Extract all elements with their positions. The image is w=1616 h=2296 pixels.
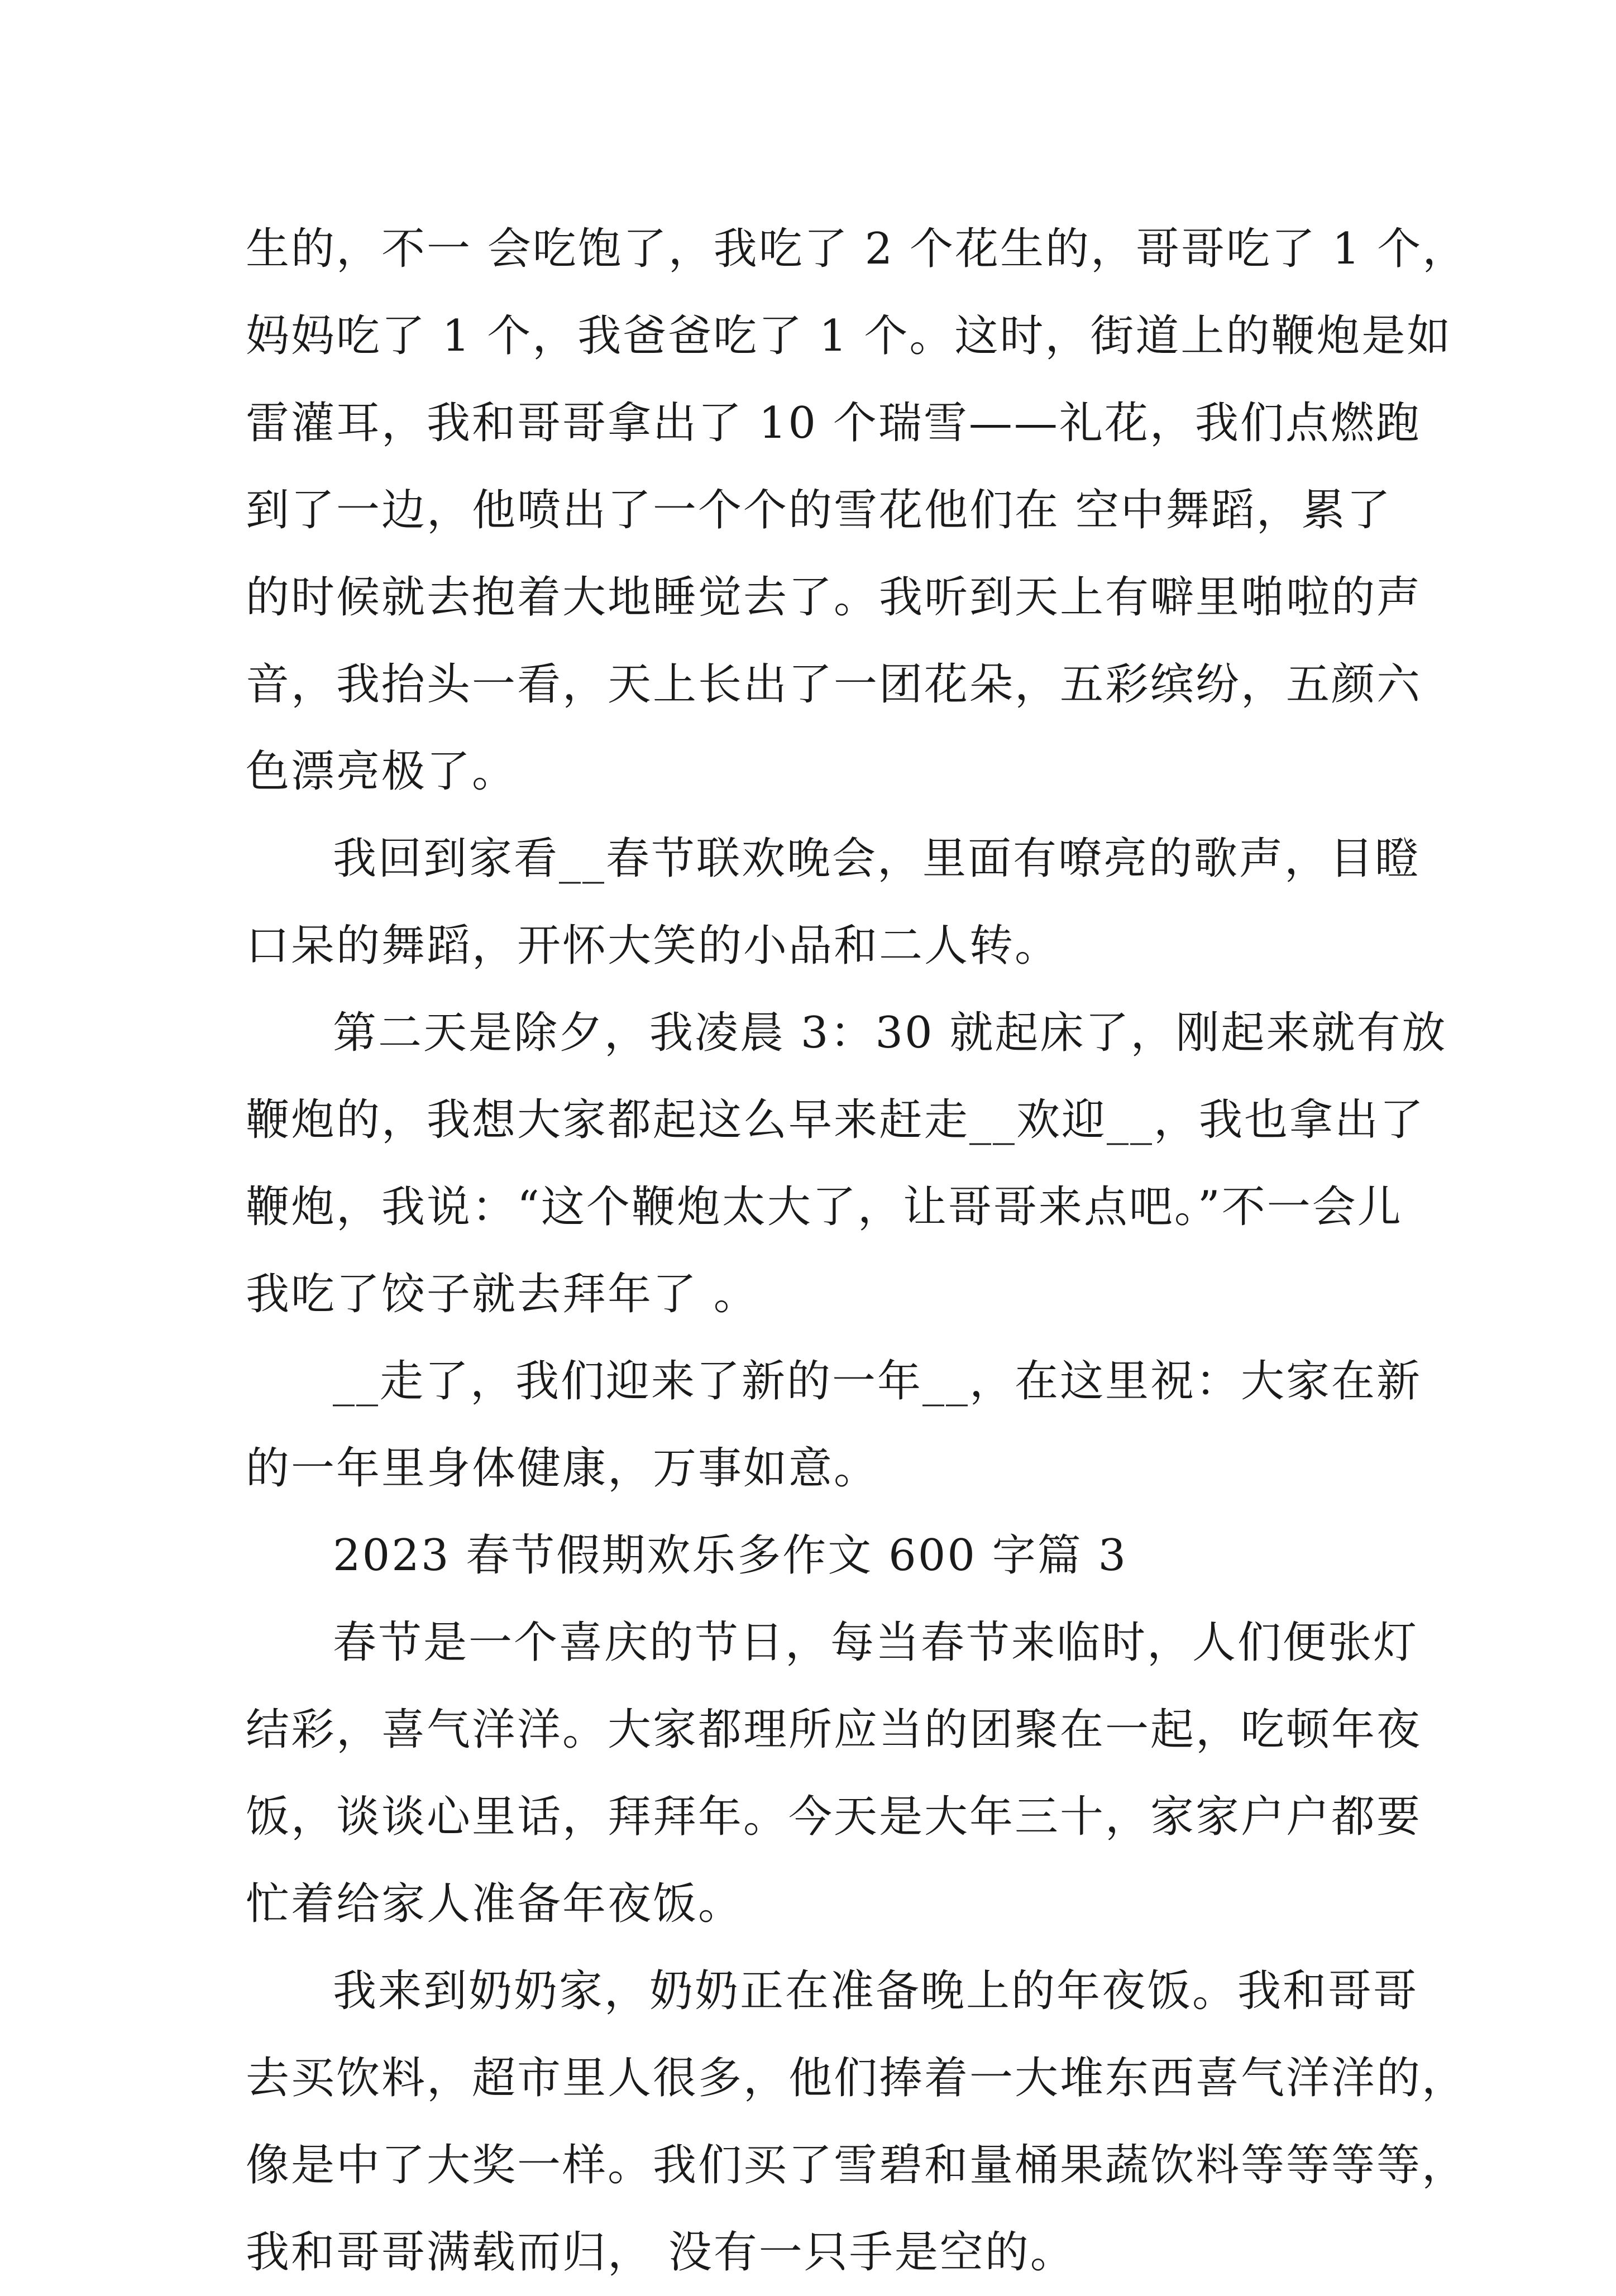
text-line: 到了一边，他喷出了一个个的雪花他们在 空中舞蹈，累了 bbox=[246, 485, 1392, 535]
text-line: 我回到家看__春节联欢晚会，里面有嘹亮的歌声，目瞪 bbox=[333, 834, 1421, 884]
text-line: 2023 春节假期欢乐多作文 600 字篇 3 bbox=[333, 1530, 1128, 1581]
text-line: 鞭炮，我说：“这个鞭炮太大了，让哥哥来点吧。”不一会儿 bbox=[246, 1182, 1403, 1232]
text-line: 我和哥哥满载而归， 没有一只手是空的。 bbox=[246, 2227, 1075, 2278]
text-line: 第二天是除夕，我凌晨 3：30 就起床了，刚起来就有放 bbox=[333, 1008, 1447, 1058]
text-line: 的时候就去抱着大地睡觉去了。我听到天上有噼里啪啦的声 bbox=[246, 572, 1422, 623]
text-line: 鞭炮的，我想大家都起这么早来赶走__欢迎__，我也拿出了 bbox=[246, 1095, 1426, 1145]
text-line: 我吃了饺子就去拜年了 。 bbox=[246, 1269, 759, 1319]
text-line: 音，我抬头一看，天上长出了一团花朵，五彩缤纷，五颜六 bbox=[246, 659, 1422, 710]
text-line: __走了，我们迎来了新的一年__，在这里祝：大家在新 bbox=[333, 1356, 1422, 1407]
text-line: 妈妈吃了 1 个，我爸爸吃了 1 个。这时，街道上的鞭炮是如 bbox=[246, 311, 1452, 361]
text-line: 口呆的舞蹈，开怀大笑的小品和二人转。 bbox=[246, 921, 1060, 971]
text-line: 生的，不一 会吃饱了，我吃了 2 个花生的，哥哥吃了 1 个， bbox=[246, 224, 1468, 274]
text-line: 结彩，喜气洋洋。大家都理所应当的团聚在一起，吃顿年夜 bbox=[246, 1705, 1422, 1755]
body-text bbox=[246, 205, 1468, 2296]
text-line: 春节是一个喜庆的节日，每当春节来临时，人们便张灯 bbox=[333, 1618, 1419, 1668]
text-line: 雷灌耳，我和哥哥拿出了 10 个瑞雪——礼花，我们点燃跑 bbox=[246, 398, 1421, 448]
text-line: 像是中了大奖一样。我们买了雪碧和量桶果蔬饮料等等等等， bbox=[246, 2140, 1467, 2190]
text-line: 忙着给家人准备年夜饭。 bbox=[246, 1879, 744, 1929]
text-line: 我来到奶奶家，奶奶正在准备晚上的年夜饭。我和哥哥 bbox=[333, 1966, 1419, 2016]
text-line: 的一年里身体健康，万事如意。 bbox=[246, 1443, 879, 1494]
text-line: 饭，谈谈心里话，拜拜年。今天是大年三十，家家户户都要 bbox=[246, 1792, 1422, 1842]
text-line: 色漂亮极了。 bbox=[246, 747, 518, 797]
text-line: 去买饮料，超市里人很多，他们捧着一大堆东西喜气洋洋的， bbox=[246, 2053, 1467, 2103]
